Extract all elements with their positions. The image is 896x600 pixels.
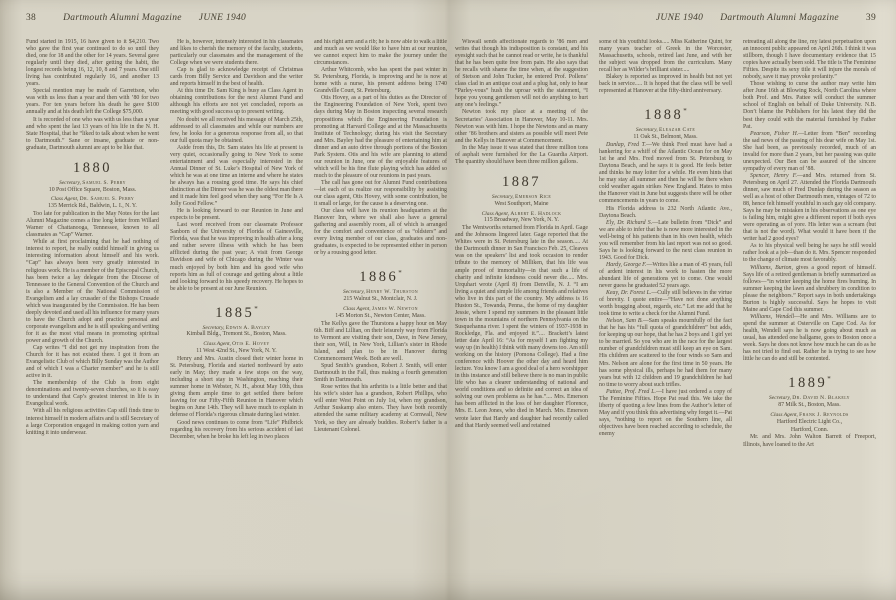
paragraph: some of his youthful looks..... Miss Katherine Quint, for many years teacher of Greek in the Worcester, Massachusetts, schools, retired last June, and with her the subject was dropped from the curriculum. Many recall her as Wilder’s brilliant sister.....: [599, 39, 732, 74]
officer-address: Hartford, Conn.: [790, 426, 829, 433]
magazine-title: Dartmouth Alumni Magazine: [720, 13, 839, 23]
entry-lead: Dunlap, Fred T.: [606, 142, 646, 149]
officer-role-line: [314, 289, 447, 296]
officer-role-line: [170, 341, 303, 348]
text-column: [599, 39, 732, 555]
issue-date: JUNE 1940: [655, 13, 704, 23]
officer-name: Otis E. Hovey: [232, 341, 270, 348]
officer-role-label: Secretary,: [491, 193, 515, 200]
officer-name: Emerson Rice: [515, 193, 552, 200]
paragraph: At this time Dr. Sam King is busy as Class Agent in obtaining contributions for the next Alumni Fund and although his efforts are not yet concluded, reports as meeting with good success up to present writing.: [170, 88, 303, 116]
officer-address: 10 Post Office Square, Boston, Mass.: [48, 186, 137, 193]
officer-name: Eleazar Cate: [659, 127, 696, 134]
paragraph: Fund started in 1915, 16 have given to it $4,210. Two who gave the first year continued to do so until they died, one for 18 and the other for 14 years. Several gave regularly until they died, after getting the habit, the longest records being 16, 12, 10, 8 and 7 years. One still living has contributed regularly 16, and another 13 years.: [26, 39, 159, 88]
reunion-star: *: [398, 269, 402, 278]
text-column: [170, 39, 303, 555]
entry-lead: Ely, Dr. Richard S.: [606, 219, 653, 226]
running-header-left: [26, 13, 447, 23]
paragraph: Ely, Dr. Richard S.—Late bulletin from “Dick” and we are able to infer that he is now more interested in the well-being of his patients than in his own health, which you will remember from his last report was not so good. Says he is looking forward to the next class reunion in 1943. Good for Dick.: [599, 219, 732, 261]
paragraph: Keay, Dr. Forest L.—Cully still believes in the virtue of brevity. I quote entire—“Have not done anything worth bragging about, regards, etc.” Let me add that he took time to write a check for the Alumni Fund.: [599, 290, 732, 318]
paragraph: Dunlap, Fred T.—We think Fred must have had a hankering for a whiff of the Atlantic Ocean for on May 1st he and Mrs. Fred moved from St. Petersburg to Daytona Beach, and he says it is good. He feels better and thinks he may loiter for a while. He even hints that he may stay all summer and then he will be there when cold weather again strikes New England. Hates to miss the Hanover visit in June but suggests there will be other commencements in years to come.: [599, 142, 732, 205]
entry-lead: Pattee, Prof. Fred L.: [606, 388, 656, 395]
paragraph: Arthur Whitcomb, who has spent the past winter in St. Petersburg, Florida, is improving and he is now at home with a nurse, his present address being 1740 Grandville Court, St. Petersburg.: [314, 67, 447, 95]
officer-address: 11 West 42nd St., New York, N. Y.: [196, 348, 277, 355]
officer-role-line: [455, 194, 588, 201]
paragraph: Last word received from our classmate Professor Sanborn of the University of Florida of Gainesville, Florida, was that he was improving in health after a long and rather severe illness with which he has been afflicted during the past year; A visit from George Davidson and wife of Chicago during the Winter was much enjoyed by both him and his good wife who reports him as full of courage and getting about a little and looking forward to his speedy recovery. He hopes to be able to be present at our June Reunion.: [170, 222, 303, 292]
paragraph: Those wishing to curse the author may write him after June 16th at Blowing Rock, North Carolina where both Prof. and Mrs. Pattee will conduct the summer school of English on behalf of Duke University. N.B. Don’t blame the Publishers for his latest they did the best they could with the material furnished by Father Pat.: [743, 81, 876, 130]
entry-lead: Nelson, Sam B.: [606, 318, 643, 325]
officer-address: Kimball Bldg., Tremont St., Boston, Mass.: [186, 331, 287, 338]
magazine-page-39: [448, 0, 896, 600]
officer-role-label: Class Agent,: [343, 306, 372, 313]
reunion-star: *: [254, 304, 258, 313]
officer-name: Samuel S. Perry: [82, 179, 126, 186]
magazine-title: Dartmouth Alumni Magazine: [63, 13, 182, 23]
officer-role-label: Secretary,: [342, 289, 367, 296]
paragraph: With all his religious activities Cap still finds time to interest himself in modern affairs and is still Secretary of a large Corporation engaged in making cotton yarn and knitting it into underwear.: [26, 408, 159, 436]
paragraph: Cap is glad to acknowledge receipt of Christmas cards from Billy Service and Davidson and the writer and reports himself in the best of health.: [170, 67, 303, 88]
officer-address: 135 Merrick Rd., Baldwin, L. I., N. Y.: [48, 203, 137, 210]
paragraph: Cap writes “I did not get my inspiration from the Church for it has not existed there. I got it from an Evangelistic Club of which Billy Sunday was the Author and of which I was a Charter member” and he is still active in it.: [26, 345, 159, 380]
paragraph: Nelson, Sam B.—Sam speaks mournfully of the fact that he has his “full quota of grandchildren” but adds, for keeping up our hope, that he has 2 boys and 1 girl yet to be married. So you who are in the race for the largest number of grandchildren must still keep an eye on Sam. His children are scattered to the four winds so Sam and Mrs. Nelson are alone for the first time in 50 years. He has some physical ills, perhaps he had them for many years but with 12 children and 19 grandchildren he had no time to worry about such trifles.: [599, 318, 732, 388]
paragraph: As to his physical well being he says he still would rather look at a job—than do it. Mrs. Spencer responded to the change of climate most favorably.: [743, 243, 876, 264]
officer-name: Albert E. Hadlock: [510, 210, 562, 217]
paragraph: He is looking forward to our Reunion in June and expects to be present.: [170, 208, 303, 222]
running-header-right: [455, 13, 876, 23]
officer-name: Henry W. Thurston: [366, 289, 419, 296]
paragraph: While at first proclaiming that he had nothing of interest to report, he really outdid himself in giving us interesting information about himself and his work. “Cap” has always been very greatly interested in religious work. He is a member of the Episcopal Church, has been twice a lay delegate from the Diocese of Tennessee to the General Convention of the Church and is also a Member of the National Commission of Evangelism and a lay crusader of the Bishops Crusade which was inaugurated by the Commission. He has been deeply devoted and used all his influence for many years to have the Church adopt and practice personal and corporate evangelism and he is still speaking and writing for it as the most vital means in promoting spiritual power and growth of the Church.: [26, 239, 159, 344]
entry-lead: Hardy, George F.: [606, 261, 647, 268]
class-year-heading: 1880: [73, 159, 112, 176]
officer-address: 145 Morton St., Newton Center, Mass.: [335, 312, 426, 319]
reunion-star: *: [827, 375, 831, 384]
officer-role-label: Secretary,: [202, 324, 226, 331]
officer-role-line: [26, 196, 159, 203]
entry-lead: Williams, Wendell: [750, 313, 795, 320]
paragraph: Pearson, Fisher H.—Letter from “Ben” recording the sad news of the passing of his dear wife on May 1st. She had been, as previously recorded, much of an invalid for more than 2 years, but her passing was quite unexpected. Our Ben can be assured of the sincere sympathy of every man of ’88.: [743, 130, 876, 172]
paragraph: Pattee, Prof. Fred L.—I have just ordered a copy of The Feminine Fifties. Hope Pat read this. We take the liberty of quoting a few lines from the Author’s letter of May and if you think this advertising why forget it.—Pat says, “nothing to report on the Southern line, all objectives have been reached according to schedule, the enemy: [599, 388, 732, 437]
paragraph: He is, however, intensely interested in his classmates and likes to cherish the memory of the faculty, students, particularly our classmates and the management of the College when we were students there.: [170, 39, 303, 67]
paragraph: retreating all along the line, my latest perpetuation upon an innocent public appeared on April 26th. I think it was stillborn, though I have documentary evidence that 15 copies have actually been sold. The title is The Feminine Fifties. Despite its sexy title it will injure the morals of nobody, save it may provoke profanity.”: [743, 39, 876, 81]
officer-role-line: [455, 211, 588, 218]
officer-address: 11 Oak St., Belmont, Mass.: [633, 134, 698, 141]
paragraph: Spud Smith’s grandson, Robert J. Smith, will enter Dartmouth in the Fall, thus making a fourth generation Smith in Dartmouth.: [314, 363, 447, 384]
text-column: [455, 39, 588, 555]
officer-role-label: Secretary,: [59, 179, 83, 186]
officer-address: 87 Milk St., Boston, Mass.: [778, 401, 841, 408]
paragraph: Rose writes that his arthritis is a little better and that his wife’s sister has a grandson, Robert Phillips, who will enter West Point on July 1st, when my grandson, Arthur Suskamp also enters. They have both recently attended the same military academy at Cornwall, New York, so they are already buddies. Robert’s father is a Lieutenant Colonel.: [314, 384, 447, 433]
entry-lead: Spencer, Henry F.: [750, 172, 797, 179]
paragraph: The call has gone out for Alumni Fund contributions—let each of us realize our responsibility by assisting our class agent, Otis Hovey, with some contribution, be it small or large, for the cause is a deserving one.: [314, 179, 447, 208]
officer-name: Frank J. Reynolds: [799, 411, 849, 418]
officer-role-label: Class Agent,: [50, 196, 80, 203]
paragraph: His Florida address is 232 North Atlantic Ave., Daytona Beach.: [599, 205, 732, 219]
officer-address: 115 Broadway, New York, N. Y.: [484, 217, 559, 224]
text-column: [314, 39, 447, 555]
text-columns-right: [455, 39, 876, 555]
paragraph: The membership of the Club is from eight denominations and twenty-seven churches, so it is easy to understand that Cap’s greatest interest in life is in Evangelical work.: [26, 380, 159, 408]
officer-name: James W. Newton: [371, 306, 418, 313]
paragraph: No doubt we all received his message of March 25th, addressed to all classmates and while our numbers are few, he looks for a generous response from all, so that our full quota may be obtained.: [170, 116, 303, 144]
officer-address: 215 Walnut St., Montclair, N. J.: [343, 296, 418, 303]
officer-role-label: Class Agent,: [770, 411, 800, 418]
paragraph: In the May issue it was stated that three million tons of asphalt were furnished for the La Guardia Airport. The quantity should have been three million gallons.: [455, 144, 588, 165]
officer-address: West Southport, Maine: [494, 200, 549, 207]
paragraph: Williams, Burton, gives a good report of himself. Says life of a retired gentleman is briefly summarized as follows—“in winter keeping the home fires burning. In summer keeping the lawn and shrubbery in condition to please the neighbors.” Report says in both undertakings Burton is highly successful. Says he hopes to visit Maine and Cape Cod this summer.: [743, 264, 876, 313]
class-year-heading: 1889*: [788, 375, 831, 392]
reunion-star: *: [683, 107, 687, 116]
paragraph: The Kellys gave the Thurstons a happy hour on May 6th. Biff and Lillian, on their leisurely way from Florida to Vermont are visiting their son, Dave, in New Jersey, their son, Will, in New York, Lillian’s sister in Rhode Island, and plan to be in Hanover during Commencement Week. Both are well.: [314, 320, 447, 363]
paragraph: Wiswall sends affectionate regards to ’86 men and writes that though his indisposition is constant, and his eyesight such that he cannot read or write, he is thankful that he has been quite free from pain. He also says that he recalls with shame the time when, at the suggestion of Stetson and John Tucker, he entered Prof. Pollens’ class clad in an antique coat and a plug hat, only to hear “Parley-vous” hush the uproar with the statement, “I hope you young gentlemen will not do anything to hurt any one’s feelings.”: [455, 39, 588, 109]
paragraph: Aside from this, Dr. Sam states his life at present is very quiet, occasionally going to New York to some entertainment and was especially interested in the Annual Dinner of St. Luke’s Hospital of New York of which he was at one time an interne and where he states he always has a rousing good time. He says his chief distinction at the Dinner was he was the oldest man there and it made him feel good when they sang “For He Is A Jolly Good Fellow.”: [170, 144, 303, 208]
paragraph: Our class will have its reunion headquarters at the Hanover Inn, where we shall also have a general gathering and assembly room, all of which is arranged for the comfort and convenience of us “oldsters” and every living member of our class, graduates and non-graduates, is expected to be represented either in person or by a rousing good letter.: [314, 208, 447, 257]
class-year-heading: 1887: [502, 173, 541, 190]
paragraph: Good news continues to come from “Life” Philbrick regarding his recovery from his serious accident of last December, when he broke his left leg in two places: [170, 419, 303, 440]
officer-role-line: [743, 412, 876, 419]
officer-role-line: [314, 306, 447, 313]
officer-name: Edwin A. Bayley: [225, 324, 271, 331]
paragraph: Otis Hovey, as a part of his duties as the Director of the Engineering Foundation of New York, spent two days during May in Boston inspecting several research propositions which the Engineering Foundation is promoting at Harvard College and at the Massachusetts Institute of Technology; during his visit the Secretary and Mrs. Bayley had the pleasure of entertaining him at dinner and an auto drive through portions of the Boston Park System. Otis and his wife are planning to attend our reunion in June, one of the enjoyable features of which will be his fine flute playing which has added so much to the pleasure of our reunions in past years.: [314, 95, 447, 179]
paragraph: The Wentworths returned from Florida in April. Gage and the Johnsons lingered later. Gage reported that the Whites were in St. Petersburg late in the season..... At the Dartmouth dinner in San Francisco Feb. 25, Cleaves was on the speakers’ list and took occasion to render tribute to the memory of Milliken, that his life was ample proof of immortality—in that such a life of charity and infinite kindness could never die..... Mrs. Urquhart wrote (April 8) from Denville, N. J. “I am living a quiet and simple life among friends and relatives who live in this part of the country. My address is 16 Huston St., Towanda, Penna., the home of my daughter Jessie, where I spend my summers in the pleasant little town in the mountains of northern Pennsylvania on the Susquehanna river. I spent the winters of 1937-1938 in Rockledge, Fla. and enjoyed it.”.... Brackett’s latest letter date April 16: “As for myself I am fighting my way up (in health) I think with many downs too. Am still working on the history (Pomona College). Had a fine conference with Hoover the other day and heard him lecture. You know I am a good deal of a hero worshipper in this instance and still believe there is no man in public life who has a clearer understanding of national and world conditions and so definite and correct an idea of solving our own problems as he has.”.... Mrs. Emerson has been afflicted in the loss of her daughter Florence, Mrs. E. Leon Jones, who died in March. Mrs. Emerson wrote later that Hardy and daughter had recently called and that Hardy seemed well and retained: [455, 225, 588, 429]
issue-date: JUNE 1940: [198, 13, 247, 23]
paragraph: Williams, Wendell—He and Mrs. Williams are to spend the summer at Osterville on Cape Cod. As for health, Wendell says he is now going about much as usual, has attended one ballgame, goes to Boston once a week. Says he does not know how much he can do as he has not tried to find out. Rather he is trying to see how little he can do and still be contented.: [743, 313, 876, 363]
officer-role-label: Class Agent,: [203, 341, 233, 348]
paragraph: and his right arm and a rib; he is now able to walk a little and much as we would like to have him at our reunion, we cannot expect him to make the journey under the circumstances.: [314, 39, 447, 67]
page-number: 38: [26, 13, 37, 23]
officer-role-label: Secretary,: [769, 395, 793, 402]
entry-lead: Pearson, Fisher H.: [750, 130, 799, 137]
paragraph: Spencer, Henry F.—and Mrs. returned from St. Petersburg on April 27. Attended the Florida Dartmouth dinner, saw much of Fred Dunlap during the season as well as a host of other Dartmouth men, vintages of 72 to 88, hence felt himself youthful in such gay old company. Says he may be mistaken in his observations as one eye is failing him, might give a different report if both eyes were operating as of yore. His letter was a scream (but that is not the word). What would it have been if the writer had 2 good eyes?: [743, 172, 876, 243]
class-year-heading: 1886*: [359, 269, 402, 286]
paragraph: Special mention may be made of Garrettson, who was with us less than a year and then with ’80 for two years. For ten years before his death he gave $100 annually and at his death left the College $75,000.: [26, 88, 159, 116]
officer-role-line: [170, 325, 303, 332]
class-year-heading: 1885*: [215, 304, 258, 321]
paragraph: Mr. and Mrs. John Walton Barrett of Freeport, Illinois, have loaned to the Art: [743, 434, 876, 448]
paragraph: Henry and Mrs. Austin closed their winter home in St. Petersburg, Florida and started northward by auto early in May; they made a few stops on the way, including a short stay in Washington, reaching their summer home in Webster, N. H., about May 10th, thus giving them ample time to get settled there before leaving for our Fifty-Fifth Reunion in Hanover which begins on June 14th. They will have much to explain in defense of Florida’s rigorous climate during last winter.: [170, 356, 303, 419]
officer-name: Dr. David N. Blakely: [792, 395, 850, 402]
paragraph: Hardy, George F.—Writes like a man of 45 years, full of ardent interest in his work to hasten the more abundant life of generations yet to come. One would never guess he graduated 52 years ago.: [599, 261, 732, 290]
text-column: [26, 39, 159, 555]
paragraph: It is recorded of one who was with us less than a year and who spent the last 13 years of his life in the N. H. State Hospital, that he “liked to talk about when he went to Dartmouth.” Sane or insane, graduate or non-graduate, Dartmouth alumni are apt to be like that.: [26, 116, 159, 151]
officer-role-line: [599, 127, 732, 134]
page-number: 39: [865, 13, 876, 23]
officer-role-line: [743, 395, 876, 402]
text-columns-left: [26, 39, 447, 555]
entry-lead: Williams, Burton: [750, 264, 792, 271]
text-column: [743, 39, 876, 555]
officer-address: Hartford Electric Light Co.,: [776, 418, 843, 425]
officer-role-line: [26, 180, 159, 187]
officer-role-label: Secretary,: [635, 127, 659, 134]
officer-name: Dr. Samuel S. Perry: [79, 196, 135, 203]
paragraph: Too late for publication in the May Notes for the last Alumni Magazine comes a fine long letter from Willard Warner of Chattanooga, Tennessee, known to all classmates as “Cap” Warner.: [26, 211, 159, 239]
paragraph: Newton took my place at a meeting of the Secretaries’ Association in Hanover, May 10-11. Mrs. Newton was with him. I hope the Newtons and as many other ’86 brothers and sisters as possible will meet Pete and the Kellys in Hanover at Commencement.: [455, 109, 588, 144]
entry-lead: Keay, Dr. Forest L.: [606, 290, 652, 297]
class-year-heading: 1888*: [644, 107, 687, 124]
paragraph: Blakey is reported as improved in health but not yet back in service..... It is hoped that the class will be well represented at Hanover at the fifty-third anniversary.: [599, 74, 732, 95]
officer-role-label: Class Agent,: [481, 210, 511, 217]
